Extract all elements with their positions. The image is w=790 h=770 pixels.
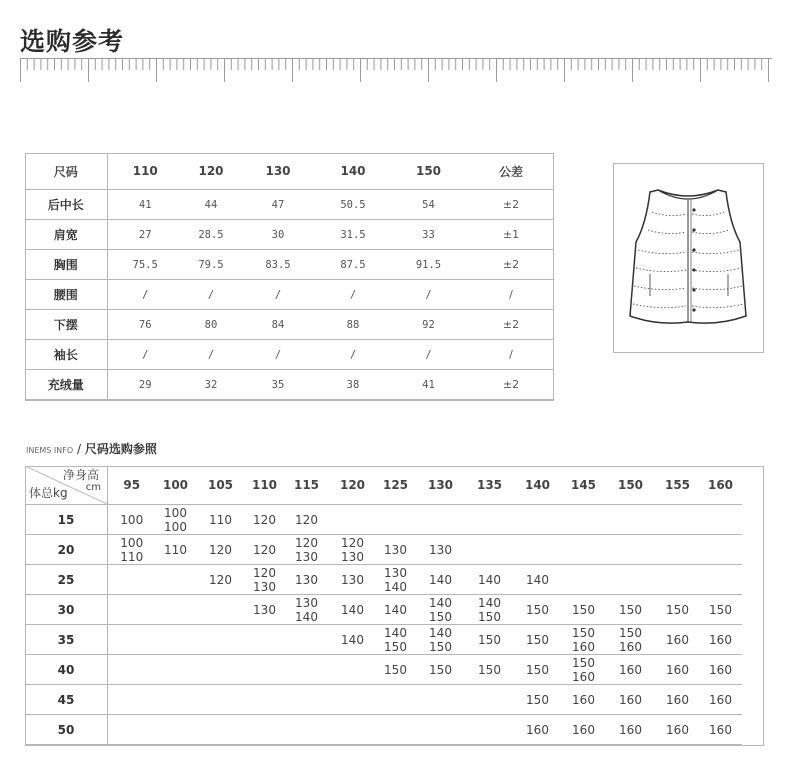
size-recommendation-cell: 140 bbox=[514, 565, 562, 595]
size-cell: 80 bbox=[183, 310, 239, 340]
size-recommendation-cell bbox=[466, 535, 514, 565]
size-recommendation-cell: 140 bbox=[376, 595, 416, 625]
height-header-cell: 100 bbox=[156, 466, 196, 505]
size-recommendation-cell bbox=[416, 715, 466, 745]
size-recommendation-cell bbox=[108, 625, 156, 655]
size-recommendation-cell: 100 bbox=[108, 505, 156, 535]
size-cell: 41 bbox=[107, 190, 183, 220]
size-cell: 31.5 bbox=[317, 220, 389, 250]
weight-label: 30 bbox=[25, 595, 108, 625]
size-recommendation-cell bbox=[156, 595, 196, 625]
height-header-cell: 145 bbox=[562, 466, 606, 505]
size-recommendation-cell: 120 bbox=[246, 505, 284, 535]
size-recommendation-cell: 140 150 bbox=[466, 595, 514, 625]
table-row bbox=[25, 655, 742, 685]
weight-label: 40 bbox=[25, 655, 108, 685]
size-chart-header-cell: 公差 bbox=[468, 153, 554, 190]
section-heading bbox=[26, 440, 157, 457]
size-cell: 83.5 bbox=[239, 250, 317, 280]
size-recommendation-cell bbox=[108, 595, 156, 625]
size-recommendation-cell: 150 bbox=[514, 595, 562, 625]
tolerance-cell: ±2 bbox=[468, 370, 554, 400]
height-header-cell: 120 bbox=[330, 466, 376, 505]
size-cell: 38 bbox=[317, 370, 389, 400]
size-recommendation-cell bbox=[156, 715, 196, 745]
table-row bbox=[25, 625, 742, 655]
table-row bbox=[25, 310, 554, 340]
size-recommendation-cell bbox=[246, 655, 284, 685]
size-recommendation-cell: 150 160 bbox=[606, 625, 656, 655]
size-recommendation-cell: 160 bbox=[514, 715, 562, 745]
tolerance-cell: ±2 bbox=[468, 310, 554, 340]
size-recommendation-cell: 160 bbox=[656, 715, 700, 745]
size-cell: / bbox=[239, 340, 317, 370]
size-recommendation-cell bbox=[108, 715, 156, 745]
section-heading-slash: / bbox=[77, 442, 82, 456]
size-cell: / bbox=[183, 340, 239, 370]
size-recommendation-cell: 160 bbox=[700, 715, 742, 745]
size-cell: 33 bbox=[389, 220, 468, 250]
size-recommendation-cell bbox=[196, 715, 246, 745]
size-recommendation-cell: 150 bbox=[514, 685, 562, 715]
vest-illustration bbox=[614, 164, 763, 352]
size-cell: / bbox=[107, 280, 183, 310]
size-recommendation-cell: 150 bbox=[700, 595, 742, 625]
weight-label: 45 bbox=[25, 685, 108, 715]
table-row bbox=[25, 715, 742, 745]
size-cell: / bbox=[389, 280, 468, 310]
size-recommendation-cell: 160 bbox=[606, 685, 656, 715]
size-cell: 87.5 bbox=[317, 250, 389, 280]
table-row bbox=[25, 565, 742, 595]
size-recommendation-cell bbox=[196, 625, 246, 655]
height-unit-label: cm bbox=[85, 482, 101, 493]
size-cell: / bbox=[389, 340, 468, 370]
tolerance-cell: ±1 bbox=[468, 220, 554, 250]
size-recommendation-cell: 150 bbox=[514, 625, 562, 655]
size-recommendation-cell bbox=[514, 535, 562, 565]
size-cell: 29 bbox=[107, 370, 183, 400]
size-cell: 88 bbox=[317, 310, 389, 340]
size-recommendation-cell bbox=[466, 685, 514, 715]
size-recommendation-cell bbox=[416, 505, 466, 535]
size-recommendation-cell: 160 bbox=[656, 655, 700, 685]
size-chart-header-cell: 140 bbox=[317, 153, 389, 190]
size-cell: 41 bbox=[389, 370, 468, 400]
size-recommendation-cell: 160 bbox=[700, 655, 742, 685]
size-chart-header-cell: 尺码 bbox=[25, 153, 107, 190]
tolerance-cell: / bbox=[468, 280, 554, 310]
size-chart-header-cell: 150 bbox=[389, 153, 468, 190]
size-recommendation-cell bbox=[284, 685, 330, 715]
size-recommendation-cell bbox=[156, 565, 196, 595]
size-cell: 84 bbox=[239, 310, 317, 340]
size-recommendation-cell bbox=[108, 655, 156, 685]
size-cell: 32 bbox=[183, 370, 239, 400]
size-recommendation-cell: 130 bbox=[246, 595, 284, 625]
size-recommendation-cell: 130 140 bbox=[284, 595, 330, 625]
section-heading-en: INEMS INFO bbox=[26, 446, 74, 455]
size-recommendation-cell: 120 bbox=[284, 505, 330, 535]
size-cell: 79.5 bbox=[183, 250, 239, 280]
size-cell: / bbox=[317, 280, 389, 310]
size-recommendation-cell bbox=[466, 715, 514, 745]
table-row bbox=[25, 535, 742, 565]
table-row bbox=[25, 190, 554, 220]
size-recommendation-cell: 140 bbox=[466, 565, 514, 595]
size-recommendation-cell bbox=[330, 655, 376, 685]
size-recommendation-cell: 150 bbox=[606, 595, 656, 625]
size-recommendation-cell bbox=[330, 505, 376, 535]
size-recommendation-cell: 140 150 bbox=[416, 625, 466, 655]
size-cell: 47 bbox=[239, 190, 317, 220]
size-reference-table bbox=[25, 466, 742, 745]
table-row bbox=[25, 370, 554, 400]
ruler-decoration bbox=[20, 58, 772, 84]
size-recommendation-cell bbox=[196, 685, 246, 715]
size-recommendation-cell: 120 130 bbox=[246, 565, 284, 595]
size-chart-header-cell: 110 bbox=[107, 153, 183, 190]
weight-label: 15 bbox=[25, 505, 108, 535]
size-recommendation-cell bbox=[196, 655, 246, 685]
height-header-cell: 95 bbox=[108, 466, 156, 505]
row-label: 袖长 bbox=[25, 340, 107, 370]
size-chart-header-row bbox=[25, 153, 554, 190]
size-recommendation-cell: 150 bbox=[376, 655, 416, 685]
size-recommendation-cell: 120 bbox=[196, 535, 246, 565]
size-chart-header-cell: 130 bbox=[239, 153, 317, 190]
size-recommendation-cell: 160 bbox=[562, 715, 606, 745]
weight-label: 25 bbox=[25, 565, 108, 595]
size-cell: 30 bbox=[239, 220, 317, 250]
size-recommendation-cell bbox=[700, 535, 742, 565]
size-cell: 28.5 bbox=[183, 220, 239, 250]
size-cell: 35 bbox=[239, 370, 317, 400]
size-recommendation-cell: 130 bbox=[376, 535, 416, 565]
row-label: 后中长 bbox=[25, 190, 107, 220]
tolerance-cell: ±2 bbox=[468, 250, 554, 280]
size-recommendation-cell: 140 bbox=[416, 565, 466, 595]
size-recommendation-cell: 140 bbox=[330, 625, 376, 655]
size-recommendation-cell bbox=[700, 565, 742, 595]
size-recommendation-cell: 120 bbox=[196, 565, 246, 595]
size-recommendation-cell: 100 100 bbox=[156, 505, 196, 535]
size-cell: / bbox=[239, 280, 317, 310]
height-header-cell: 140 bbox=[514, 466, 562, 505]
size-recommendation-cell bbox=[156, 685, 196, 715]
table-row bbox=[25, 250, 554, 280]
table-row bbox=[25, 595, 742, 625]
size-recommendation-cell bbox=[514, 505, 562, 535]
size-recommendation-cell bbox=[562, 565, 606, 595]
height-header-cell: 160 bbox=[700, 466, 742, 505]
weight-label: 35 bbox=[25, 625, 108, 655]
size-cell: 27 bbox=[107, 220, 183, 250]
weight-label: 50 bbox=[25, 715, 108, 745]
section-heading-title: 尺码选购参照 bbox=[84, 442, 157, 456]
size-recommendation-cell: 150 160 bbox=[562, 625, 606, 655]
size-recommendation-cell: 120 130 bbox=[330, 535, 376, 565]
table-row bbox=[25, 340, 554, 370]
size-cell: / bbox=[107, 340, 183, 370]
size-recommendation-cell: 100 110 bbox=[108, 535, 156, 565]
size-recommendation-cell: 160 bbox=[656, 625, 700, 655]
height-header-cell: 110 bbox=[246, 466, 284, 505]
weight-label: 20 bbox=[25, 535, 108, 565]
row-label: 肩宽 bbox=[25, 220, 107, 250]
size-recommendation-cell bbox=[156, 625, 196, 655]
row-label: 腰围 bbox=[25, 280, 107, 310]
size-chart-table bbox=[25, 153, 554, 400]
size-recommendation-cell bbox=[156, 655, 196, 685]
size-recommendation-cell: 160 bbox=[606, 715, 656, 745]
page-title: 选购参考 bbox=[20, 27, 125, 56]
size-cell: 76 bbox=[107, 310, 183, 340]
row-label: 胸围 bbox=[25, 250, 107, 280]
size-recommendation-cell bbox=[376, 715, 416, 745]
size-recommendation-cell: 150 bbox=[562, 595, 606, 625]
size-recommendation-cell: 150 bbox=[514, 655, 562, 685]
size-recommendation-cell bbox=[246, 715, 284, 745]
size-recommendation-cell: 150 bbox=[466, 625, 514, 655]
height-header-cell: 125 bbox=[376, 466, 416, 505]
row-label: 下摆 bbox=[25, 310, 107, 340]
tolerance-cell: / bbox=[468, 340, 554, 370]
size-recommendation-cell bbox=[108, 565, 156, 595]
corner-cell bbox=[25, 466, 108, 505]
size-recommendation-cell bbox=[246, 625, 284, 655]
size-recommendation-cell bbox=[606, 505, 656, 535]
vest-illustration-frame bbox=[613, 163, 764, 353]
size-recommendation-cell: 130 bbox=[330, 565, 376, 595]
height-header-cell: 105 bbox=[196, 466, 246, 505]
size-cell: 50.5 bbox=[317, 190, 389, 220]
size-recommendation-cell: 130 140 bbox=[376, 565, 416, 595]
size-recommendation-cell bbox=[196, 595, 246, 625]
size-recommendation-cell bbox=[656, 565, 700, 595]
size-recommendation-cell bbox=[562, 535, 606, 565]
size-recommendation-cell: 110 bbox=[156, 535, 196, 565]
row-label: 充绒量 bbox=[25, 370, 107, 400]
size-recommendation-cell bbox=[562, 505, 606, 535]
size-recommendation-cell bbox=[376, 685, 416, 715]
size-recommendation-cell bbox=[656, 505, 700, 535]
size-recommendation-cell bbox=[376, 505, 416, 535]
size-recommendation-cell: 120 130 bbox=[284, 535, 330, 565]
size-recommendation-cell: 150 bbox=[656, 595, 700, 625]
size-recommendation-cell: 150 bbox=[466, 655, 514, 685]
size-recommendation-cell bbox=[330, 685, 376, 715]
size-recommendation-cell bbox=[330, 715, 376, 745]
height-header-cell: 150 bbox=[606, 466, 656, 505]
size-recommendation-cell: 140 bbox=[330, 595, 376, 625]
size-recommendation-cell: 130 bbox=[416, 535, 466, 565]
size-cell: 54 bbox=[389, 190, 468, 220]
size-recommendation-cell: 140 150 bbox=[416, 595, 466, 625]
size-recommendation-cell: 160 bbox=[562, 685, 606, 715]
table-row bbox=[25, 280, 554, 310]
size-recommendation-cell bbox=[656, 535, 700, 565]
size-recommendation-cell: 110 bbox=[196, 505, 246, 535]
size-recommendation-cell: 150 bbox=[416, 655, 466, 685]
size-recommendation-cell: 160 bbox=[700, 625, 742, 655]
size-cell: 75.5 bbox=[107, 250, 183, 280]
size-recommendation-cell bbox=[108, 685, 156, 715]
size-recommendation-cell bbox=[606, 565, 656, 595]
size-chart-header-cell: 120 bbox=[183, 153, 239, 190]
size-recommendation-cell: 140 150 bbox=[376, 625, 416, 655]
size-recommendation-cell bbox=[606, 535, 656, 565]
weight-axis-label: 体总kg bbox=[29, 486, 68, 500]
size-recommendation-cell bbox=[284, 655, 330, 685]
height-axis-label: 净身高 bbox=[62, 468, 99, 482]
reference-header-row bbox=[25, 466, 742, 505]
height-header-cell: 130 bbox=[416, 466, 466, 505]
size-cell: / bbox=[183, 280, 239, 310]
size-recommendation-cell bbox=[246, 685, 284, 715]
height-header-cell: 135 bbox=[466, 466, 514, 505]
size-recommendation-cell bbox=[284, 625, 330, 655]
size-cell: / bbox=[317, 340, 389, 370]
size-cell: 44 bbox=[183, 190, 239, 220]
size-recommendation-cell bbox=[466, 505, 514, 535]
size-recommendation-cell: 130 bbox=[284, 565, 330, 595]
table-row bbox=[25, 505, 742, 535]
tolerance-cell: ±2 bbox=[468, 190, 554, 220]
size-recommendation-cell bbox=[416, 685, 466, 715]
table-row bbox=[25, 685, 742, 715]
size-recommendation-cell: 160 bbox=[700, 685, 742, 715]
size-recommendation-cell bbox=[284, 715, 330, 745]
size-recommendation-cell: 120 bbox=[246, 535, 284, 565]
height-header-cell: 155 bbox=[656, 466, 700, 505]
size-cell: 91.5 bbox=[389, 250, 468, 280]
size-cell: 92 bbox=[389, 310, 468, 340]
size-recommendation-cell: 160 bbox=[606, 655, 656, 685]
size-recommendation-cell: 150 160 bbox=[562, 655, 606, 685]
table-row bbox=[25, 220, 554, 250]
size-recommendation-cell: 160 bbox=[656, 685, 700, 715]
height-header-cell: 115 bbox=[284, 466, 330, 505]
size-recommendation-cell bbox=[700, 505, 742, 535]
